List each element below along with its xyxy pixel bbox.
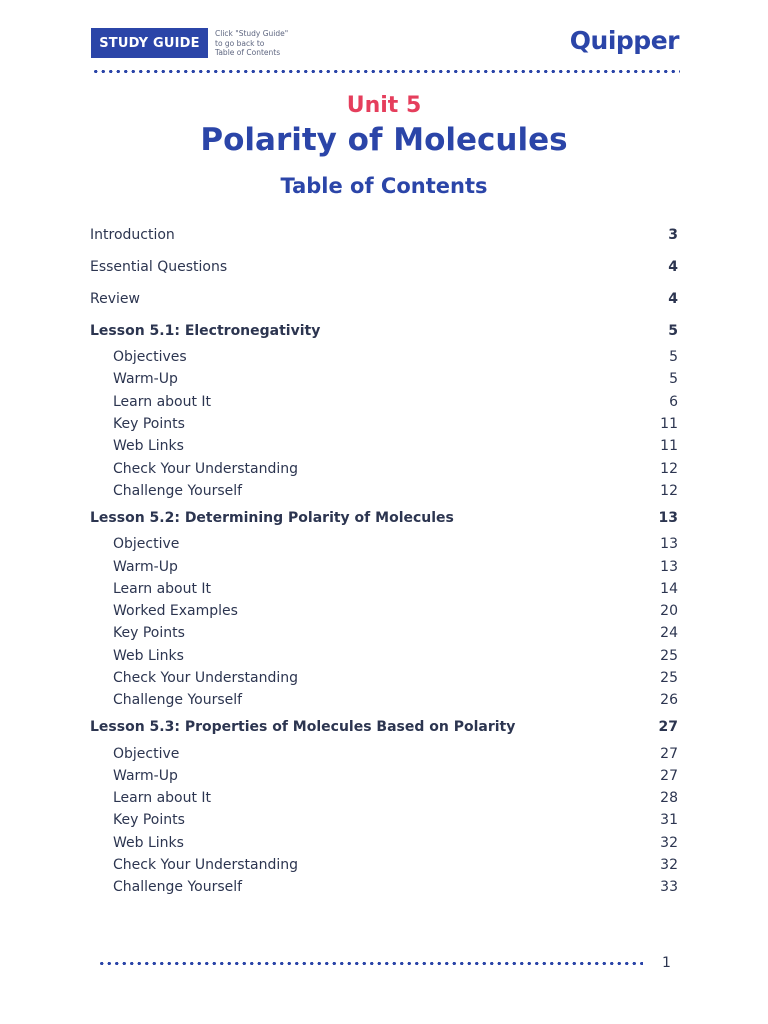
toc-entry-page: 5 [668,322,678,339]
toc-entry-title: Learn about It [113,790,212,807]
toc-entry-title: Objectives [113,349,187,366]
toc-lesson-row[interactable] [90,315,678,346]
toc-subsection-row[interactable] [90,689,678,711]
toc-entry-page: 20 [660,603,678,620]
toc-entry-title: Review [90,291,140,307]
toc-entry-page: 5 [669,371,678,388]
toc-entry-title: Learn about It [113,393,212,410]
toc-entry-title: Check Your Understanding [113,670,299,686]
toc-entry-page: 11 [660,416,678,433]
toc-entry-page: 14 [660,580,678,597]
toc-entry-page: 13 [658,509,678,526]
toc-subsection-row[interactable] [90,346,678,368]
toc-entry-title: Introduction [90,227,175,243]
toc-entry-title: Challenge Yourself [113,879,243,896]
page-number: 1 [662,955,671,971]
toc-entry-title: Check Your Understanding [113,857,299,874]
quipper-logo: Quipper [569,26,679,55]
toc-subsection-row[interactable] [90,600,678,622]
toc-entry-title: Objective [113,745,180,762]
toc-entry-title: Check Your Understanding [113,460,299,477]
toc-subsection-row[interactable] [90,480,678,502]
header-dotted-divider [92,69,680,74]
toc-entry-title: Essential Questions [90,259,228,275]
toc-entry-page: 13 [660,536,678,553]
toc-entry-title: Lesson 5.1: Electronegativity [90,322,321,339]
toc-subsection-row[interactable] [90,809,678,831]
toc-entry-title: Key Points [113,625,185,642]
hint-line: to go back to [215,38,265,48]
toc-subsection-row[interactable] [90,622,678,644]
toc-entry-page: 27 [660,767,678,784]
toc-subsection-row[interactable] [90,645,678,667]
toc-heading: Table of Contents [280,174,488,198]
toc-subsection-row[interactable] [90,667,678,689]
toc-entry-page: 27 [660,745,678,762]
toc-subsection-row[interactable] [90,435,678,457]
hint-line: Table of Contents [215,48,281,57]
toc-entry-page: 26 [660,692,678,709]
toc-entry-title: Challenge Yourself [113,692,243,709]
toc-entry-page: 25 [660,670,678,686]
toc-entry-page: 27 [658,718,678,735]
toc-entry-title: Learn about It [113,580,212,597]
toc-entry-title: Key Points [113,416,185,433]
toc-entry-title: Web Links [113,438,184,455]
toc-entry-title: Challenge Yourself [113,482,243,499]
toc-entry-page: 32 [660,834,678,851]
toc-subsection-row[interactable] [90,533,678,555]
toc-entry-title: Warm-Up [113,767,178,784]
toc-section-row[interactable] [90,251,678,283]
toc-entry-title: Web Links [113,647,184,664]
toc-entry-page: 13 [660,558,678,575]
toc-entry-title: Key Points [113,812,185,829]
toc-subsection-row[interactable] [90,787,678,809]
toc-subsection-row[interactable] [90,578,678,600]
toc-entry-page: 33 [660,879,678,896]
toc-entry-page: 4 [668,259,678,275]
toc-entry-page: 12 [660,482,678,499]
toc-entry-page: 28 [660,790,678,807]
toc-subsection-row[interactable] [90,391,678,413]
toc-subsection-row[interactable] [90,368,678,390]
toc-subsection-row[interactable] [90,742,678,764]
toc-subsection-row[interactable] [90,555,678,577]
unit-label: Unit 5 [346,93,422,118]
toc-entry-page: 12 [660,460,678,477]
toc-lesson-row[interactable] [90,711,678,742]
toc-entry-page: 3 [668,227,678,243]
toc-subsection-row[interactable] [90,765,678,787]
table-of-contents [90,219,678,899]
toc-entry-title: Warm-Up [113,371,178,388]
page-header [0,0,768,80]
toc-entry-title: Lesson 5.2: Determining Polarity of Molecules [90,509,454,526]
toc-entry-page: 6 [669,393,678,410]
toc-entry-page: 11 [660,438,678,455]
footer-dotted-divider [98,961,643,966]
toc-entry-title: Objective [113,536,180,553]
toc-entry-page: 24 [660,625,678,642]
toc-subsection-row[interactable] [90,854,678,876]
hint-line: Click "Study Guide" [215,29,289,38]
toc-entry-title: Worked Examples [113,603,238,620]
toc-entry-title: Web Links [113,834,184,851]
toc-section-row[interactable] [90,219,678,251]
toc-entry-title: Warm-Up [113,558,178,575]
study-guide-hint [215,29,315,58]
toc-entry-page: 31 [660,812,678,829]
toc-entry-page: 5 [669,349,678,366]
toc-section-row[interactable] [90,283,678,315]
toc-entry-page: 25 [660,647,678,664]
page-title: Polarity of Molecules [200,122,568,158]
toc-entry-page: 32 [660,857,678,874]
toc-lesson-row[interactable] [90,502,678,533]
toc-subsection-row[interactable] [90,457,678,479]
study-guide-button[interactable]: STUDY GUIDE [91,28,208,58]
toc-subsection-row[interactable] [90,413,678,435]
toc-entry-page: 4 [668,291,678,307]
toc-entry-title: Lesson 5.3: Properties of Molecules Based on Polarity [90,718,516,735]
toc-subsection-row[interactable] [90,832,678,854]
toc-subsection-row[interactable] [90,876,678,898]
